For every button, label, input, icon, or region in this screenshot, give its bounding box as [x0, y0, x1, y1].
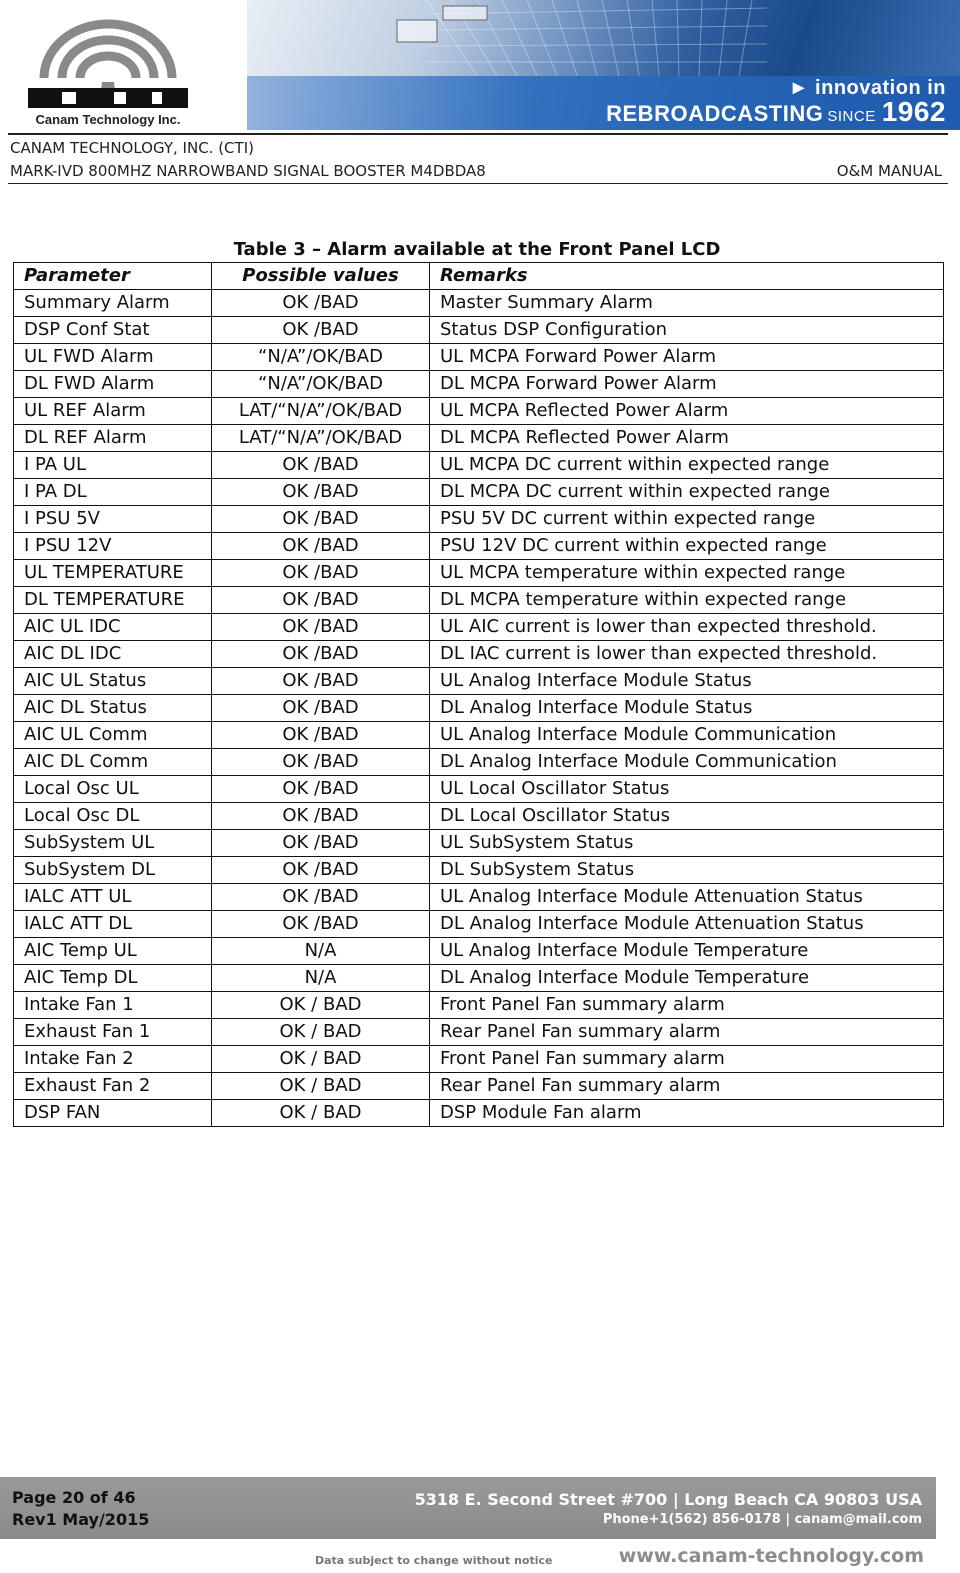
- possible-values-cell: OK /BAD: [212, 722, 430, 749]
- parameter-cell: Exhaust Fan 2: [14, 1073, 212, 1100]
- table-row: [14, 614, 944, 641]
- possible-values-cell: OK /BAD: [212, 290, 430, 317]
- parameter-cell: Local Osc UL: [14, 776, 212, 803]
- table-row: [14, 479, 944, 506]
- remarks-cell: UL AIC current is lower than expected threshold.: [430, 614, 944, 641]
- possible-values-cell: OK / BAD: [212, 992, 430, 1019]
- table-row: [14, 1019, 944, 1046]
- column-header-parameter: Parameter: [14, 263, 212, 290]
- possible-values-cell: OK /BAD: [212, 749, 430, 776]
- parameter-cell: UL FWD Alarm: [14, 344, 212, 371]
- table-row: [14, 1100, 944, 1127]
- header-banner: [247, 0, 960, 130]
- footer-contact: [415, 1489, 922, 1529]
- table-title: Table 3 – Alarm available at the Front Panel LCD: [233, 239, 721, 260]
- table-row: [14, 803, 944, 830]
- possible-values-cell: “N/A”/OK/BAD: [212, 371, 430, 398]
- possible-values-cell: OK / BAD: [212, 1073, 430, 1100]
- table-row: [14, 344, 944, 371]
- possible-values-cell: LAT/“N/A”/OK/BAD: [212, 425, 430, 452]
- remarks-cell: DL MCPA Forward Power Alarm: [430, 371, 944, 398]
- table-row: [14, 587, 944, 614]
- parameter-cell: Exhaust Fan 1: [14, 1019, 212, 1046]
- possible-values-cell: OK / BAD: [212, 1046, 430, 1073]
- parameter-cell: IALC ATT UL: [14, 884, 212, 911]
- possible-values-cell: OK /BAD: [212, 587, 430, 614]
- parameter-cell: Intake Fan 1: [14, 992, 212, 1019]
- parameter-cell: AIC Temp UL: [14, 938, 212, 965]
- table-body: [14, 290, 944, 1127]
- possible-values-cell: OK /BAD: [212, 614, 430, 641]
- remarks-cell: Rear Panel Fan summary alarm: [430, 1019, 944, 1046]
- possible-values-cell: N/A: [212, 938, 430, 965]
- parameter-cell: Summary Alarm: [14, 290, 212, 317]
- remarks-cell: UL Analog Interface Module Attenuation Status: [430, 884, 944, 911]
- company-website: www.canam-technology.com: [618, 1545, 924, 1567]
- header-divider-top: [8, 133, 948, 135]
- table-row: [14, 506, 944, 533]
- table-row: [14, 452, 944, 479]
- table-row: [14, 425, 944, 452]
- parameter-cell: I PA UL: [14, 452, 212, 479]
- possible-values-cell: LAT/“N/A”/OK/BAD: [212, 398, 430, 425]
- remarks-cell: Front Panel Fan summary alarm: [430, 992, 944, 1019]
- banner-tagline: ► innovation in: [788, 77, 946, 99]
- parameter-cell: DL TEMPERATURE: [14, 587, 212, 614]
- remarks-cell: UL MCPA Forward Power Alarm: [430, 344, 944, 371]
- table-row: [14, 398, 944, 425]
- company-phone-email: Phone+1(562) 856-0178 | canam@mail.com: [602, 1512, 922, 1527]
- remarks-cell: DL Local Oscillator Status: [430, 803, 944, 830]
- possible-values-cell: OK /BAD: [212, 317, 430, 344]
- possible-values-cell: OK /BAD: [212, 479, 430, 506]
- remarks-cell: Status DSP Configuration: [430, 317, 944, 344]
- table-header-row: [14, 263, 944, 290]
- remarks-cell: DL Analog Interface Module Communication: [430, 749, 944, 776]
- remarks-cell: DL Analog Interface Module Temperature: [430, 965, 944, 992]
- parameter-cell: SubSystem UL: [14, 830, 212, 857]
- possible-values-cell: OK /BAD: [212, 506, 430, 533]
- remarks-cell: UL SubSystem Status: [430, 830, 944, 857]
- manual-label: O&M MANUAL: [836, 162, 942, 180]
- table-row: [14, 641, 944, 668]
- table-row: [14, 857, 944, 884]
- parameter-cell: DL REF Alarm: [14, 425, 212, 452]
- remarks-cell: DL SubSystem Status: [430, 857, 944, 884]
- possible-values-cell: OK /BAD: [212, 668, 430, 695]
- table-row: [14, 992, 944, 1019]
- remarks-cell: DL IAC current is lower than expected threshold.: [430, 641, 944, 668]
- company-address: 5318 E. Second Street #700 | Long Beach CA 90803 USA: [414, 1490, 922, 1509]
- possible-values-cell: OK /BAD: [212, 830, 430, 857]
- parameter-cell: Intake Fan 2: [14, 1046, 212, 1073]
- document-line: [10, 162, 942, 180]
- table-row: [14, 695, 944, 722]
- table-row: [14, 668, 944, 695]
- banner-since: REBROADCASTING SINCE 1962: [606, 96, 946, 127]
- remarks-cell: DL MCPA DC current within expected range: [430, 479, 944, 506]
- remarks-cell: PSU 12V DC current within expected range: [430, 533, 944, 560]
- table-row: [14, 911, 944, 938]
- remarks-cell: UL Analog Interface Module Temperature: [430, 938, 944, 965]
- footer-page-info: [12, 1487, 149, 1531]
- alarm-table: [13, 262, 944, 1127]
- parameter-cell: DL FWD Alarm: [14, 371, 212, 398]
- table-row: [14, 1073, 944, 1100]
- possible-values-cell: OK /BAD: [212, 776, 430, 803]
- remarks-cell: DL MCPA Reflected Power Alarm: [430, 425, 944, 452]
- remarks-cell: UL Analog Interface Module Communication: [430, 722, 944, 749]
- parameter-cell: UL TEMPERATURE: [14, 560, 212, 587]
- table-row: [14, 371, 944, 398]
- possible-values-cell: “N/A”/OK/BAD: [212, 344, 430, 371]
- parameter-cell: SubSystem DL: [14, 857, 212, 884]
- column-header-remarks: Remarks: [430, 263, 944, 290]
- remarks-cell: UL Local Oscillator Status: [430, 776, 944, 803]
- possible-values-cell: OK /BAD: [212, 560, 430, 587]
- table-row: [14, 830, 944, 857]
- possible-values-cell: OK / BAD: [212, 1100, 430, 1127]
- parameter-cell: AIC UL Comm: [14, 722, 212, 749]
- table-row: [14, 749, 944, 776]
- company-logo: [22, 6, 194, 130]
- possible-values-cell: OK /BAD: [212, 695, 430, 722]
- table-row: [14, 722, 944, 749]
- company-name: CANAM TECHNOLOGY, INC. (CTI): [10, 139, 254, 157]
- parameter-cell: AIC UL IDC: [14, 614, 212, 641]
- parameter-cell: AIC DL Status: [14, 695, 212, 722]
- possible-values-cell: N/A: [212, 965, 430, 992]
- parameter-cell: DSP FAN: [14, 1100, 212, 1127]
- remarks-cell: Master Summary Alarm: [430, 290, 944, 317]
- remarks-cell: UL MCPA Reflected Power Alarm: [430, 398, 944, 425]
- parameter-cell: AIC DL IDC: [14, 641, 212, 668]
- remarks-cell: UL Analog Interface Module Status: [430, 668, 944, 695]
- remarks-cell: PSU 5V DC current within expected range: [430, 506, 944, 533]
- table-row: [14, 938, 944, 965]
- revision: Rev1 May/2015: [12, 1510, 150, 1529]
- column-header-possible-values: Possible values: [212, 263, 430, 290]
- table-row: [14, 560, 944, 587]
- parameter-cell: I PA DL: [14, 479, 212, 506]
- logo-caption: Canam Technology Inc.: [35, 112, 181, 127]
- remarks-cell: UL MCPA DC current within expected range: [430, 452, 944, 479]
- parameter-cell: I PSU 12V: [14, 533, 212, 560]
- parameter-cell: AIC Temp DL: [14, 965, 212, 992]
- possible-values-cell: OK /BAD: [212, 911, 430, 938]
- remarks-cell: DL MCPA temperature within expected range: [430, 587, 944, 614]
- disclaimer-notice: Data subject to change without notice: [315, 1554, 553, 1567]
- remarks-cell: DSP Module Fan alarm: [430, 1100, 944, 1127]
- parameter-cell: UL REF Alarm: [14, 398, 212, 425]
- header-divider-bottom: [8, 183, 948, 184]
- parameter-cell: IALC ATT DL: [14, 911, 212, 938]
- page-number: Page 20 of 46: [12, 1488, 136, 1507]
- parameter-cell: AIC DL Comm: [14, 749, 212, 776]
- remarks-cell: Rear Panel Fan summary alarm: [430, 1073, 944, 1100]
- parameter-cell: AIC UL Status: [14, 668, 212, 695]
- table-row: [14, 317, 944, 344]
- document-title: MARK-IVD 800MHZ NARROWBAND SIGNAL BOOSTER M4DBDA8: [10, 162, 486, 180]
- table-row: [14, 290, 944, 317]
- possible-values-cell: OK / BAD: [212, 1019, 430, 1046]
- parameter-cell: Local Osc DL: [14, 803, 212, 830]
- possible-values-cell: OK /BAD: [212, 452, 430, 479]
- possible-values-cell: OK /BAD: [212, 884, 430, 911]
- possible-values-cell: OK /BAD: [212, 641, 430, 668]
- remarks-cell: Front Panel Fan summary alarm: [430, 1046, 944, 1073]
- table-row: [14, 965, 944, 992]
- possible-values-cell: OK /BAD: [212, 533, 430, 560]
- parameter-cell: DSP Conf Stat: [14, 317, 212, 344]
- table-row: [14, 533, 944, 560]
- remarks-cell: UL MCPA temperature within expected range: [430, 560, 944, 587]
- table-row: [14, 776, 944, 803]
- remarks-cell: DL Analog Interface Module Status: [430, 695, 944, 722]
- parameter-cell: I PSU 5V: [14, 506, 212, 533]
- table-row: [14, 884, 944, 911]
- possible-values-cell: OK /BAD: [212, 803, 430, 830]
- table-row: [14, 1046, 944, 1073]
- remarks-cell: DL Analog Interface Module Attenuation Status: [430, 911, 944, 938]
- possible-values-cell: OK /BAD: [212, 857, 430, 884]
